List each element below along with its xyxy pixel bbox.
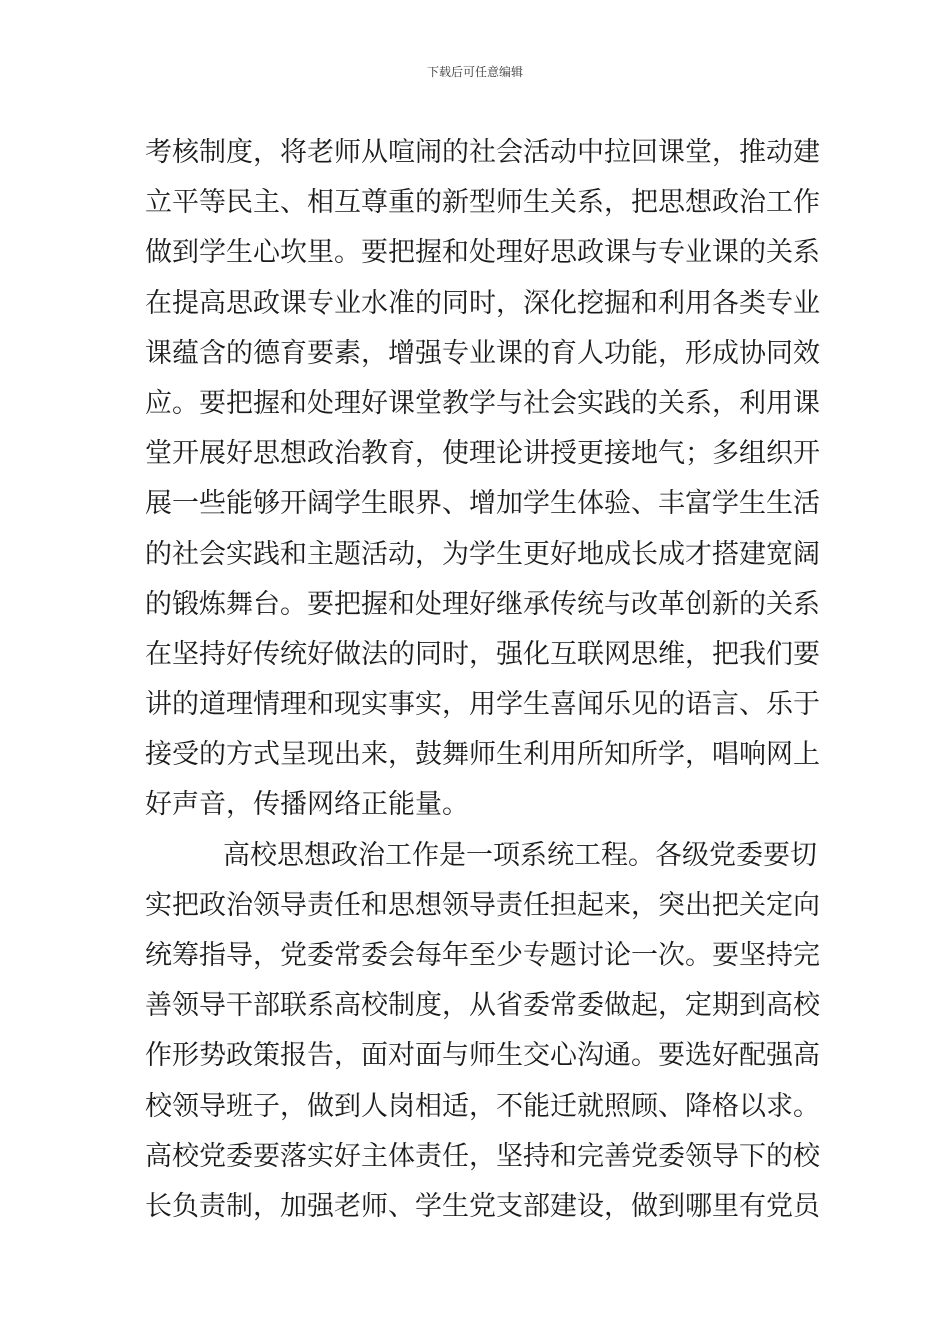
paragraph-1 bbox=[145, 128, 820, 831]
text-line: 接受的方式呈现出来，鼓舞师生利用所知所学，唱响网上 bbox=[145, 739, 820, 771]
paragraph-2 bbox=[145, 831, 820, 1233]
text-line: 高校党委要落实好主体责任，坚持和完善党委领导下的校 bbox=[145, 1140, 820, 1172]
text-line: 在坚持好传统好做法的同时，强化互联网思维，把我们要 bbox=[145, 638, 820, 670]
text-line: 讲的道理情理和现实事实，用学生喜闻乐见的语言、乐于 bbox=[145, 689, 820, 721]
document-body bbox=[145, 128, 820, 1232]
text-line: 高校思想政治工作是一项系统工程。各级党委要切 bbox=[223, 839, 817, 871]
text-line: 在提高思政课专业水准的同时，深化挖掘和利用各类专业 bbox=[145, 287, 820, 319]
text-line: 作形势政策报告，面对面与师生交心沟通。要选好配强高 bbox=[145, 1040, 820, 1072]
text-line: 堂开展好思想政治教育，使理论讲授更接地气；多组织开 bbox=[145, 438, 820, 470]
text-line: 实把政治领导责任和思想领导责任担起来，突出把关定向 bbox=[145, 889, 820, 921]
text-line: 长负责制，加强老师、学生党支部建设，做到哪里有党员 bbox=[145, 1190, 820, 1222]
text-line: 应。要把握和处理好课堂教学与社会实践的关系，利用课 bbox=[145, 387, 820, 419]
text-line: 做到学生心坎里。要把握和处理好思政课与专业课的关系 bbox=[145, 237, 820, 269]
text-line: 课蕴含的德育要素，增强专业课的育人功能，形成协同效 bbox=[145, 337, 820, 369]
text-line: 立平等民主、相互尊重的新型师生关系，把思想政治工作 bbox=[145, 187, 820, 219]
text-line: 的锻炼舞台。要把握和处理好继承传统与改革创新的关系 bbox=[145, 588, 820, 620]
text-line: 统筹指导，党委常委会每年至少专题讨论一次。要坚持完 bbox=[145, 940, 820, 971]
text-line: 善领导干部联系高校制度，从省委常委做起，定期到高校 bbox=[145, 990, 820, 1022]
text-line: 的社会实践和主题活动，为学生更好地成长成才搭建宽阔 bbox=[145, 538, 820, 570]
text-line: 校领导班子，做到人岗相适，不能迁就照顾、降格以求。 bbox=[145, 1090, 820, 1122]
text-line: 好声音，传播网络正能量。 bbox=[145, 789, 469, 821]
text-line: 展一些能够开阔学生眼界、增加学生体验、丰富学生生活 bbox=[145, 488, 820, 520]
page-header: 下载后可任意编辑 bbox=[426, 65, 523, 79]
text-line: 考核制度，将老师从喧闹的社会活动中拉回课堂，推动建 bbox=[145, 137, 820, 168]
